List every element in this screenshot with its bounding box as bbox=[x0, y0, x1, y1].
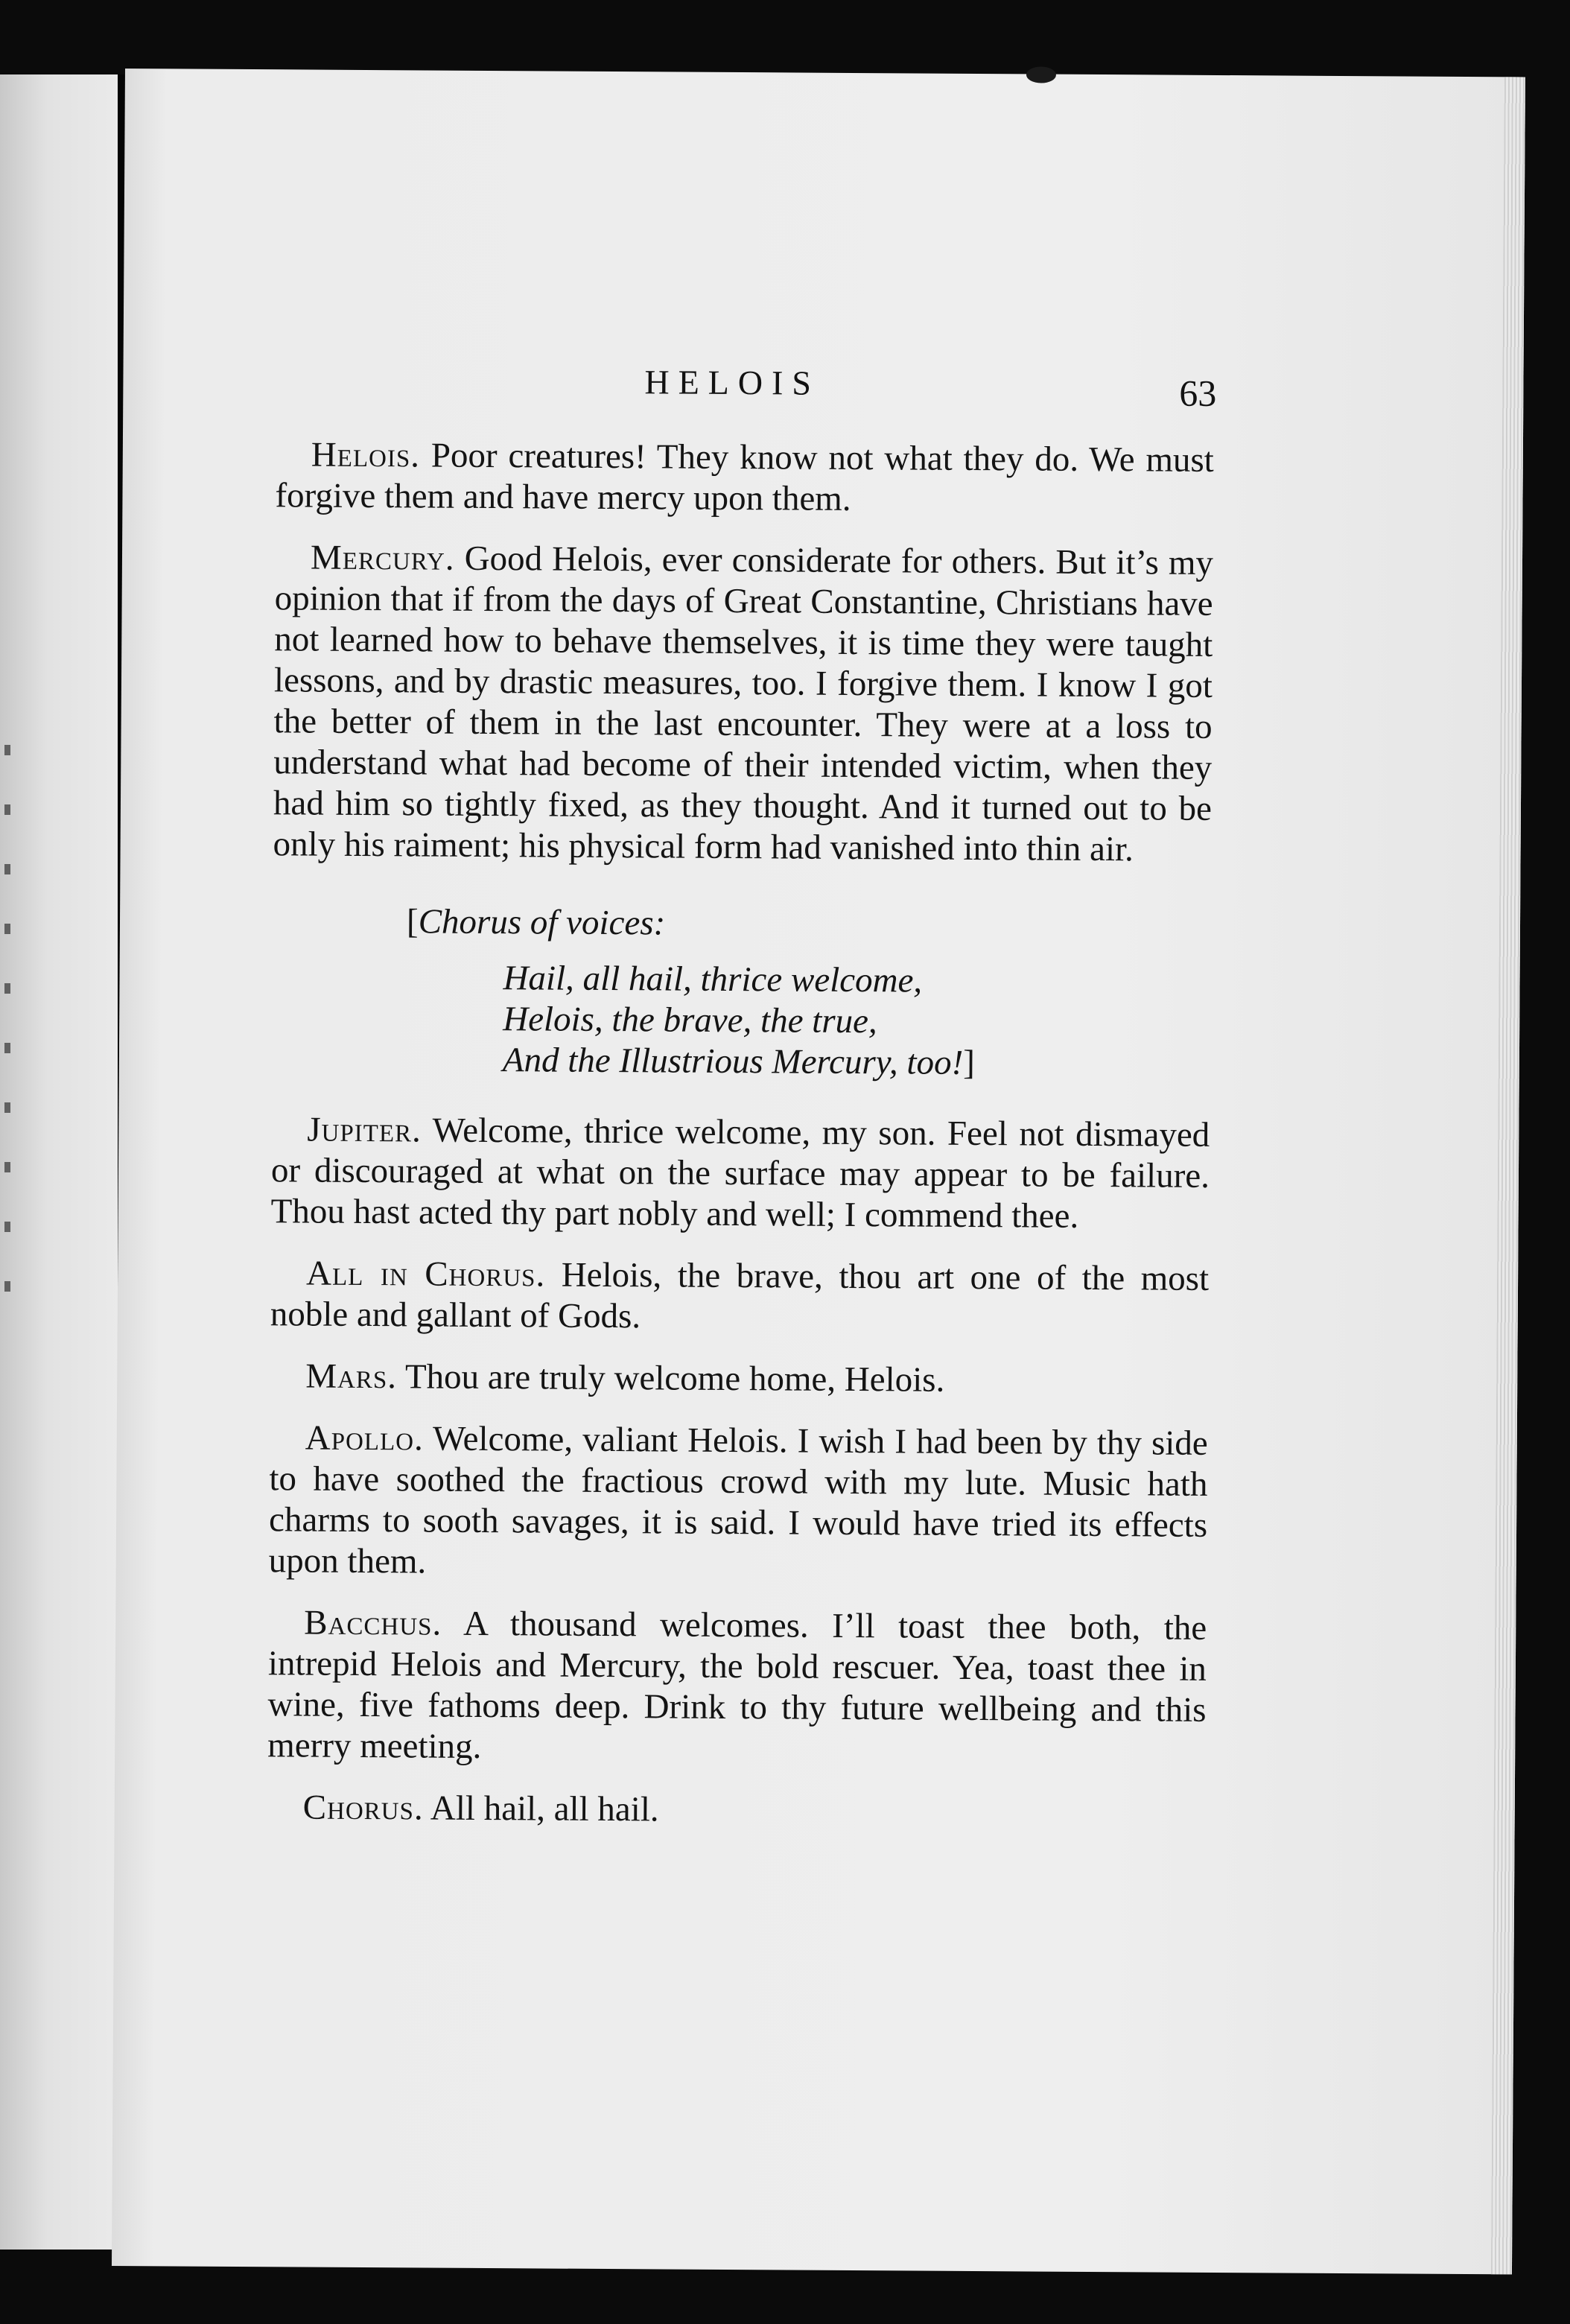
speech-all-in-chorus bbox=[270, 1253, 1210, 1341]
speaker-name: Bacchus. bbox=[304, 1603, 442, 1643]
speaker-name: Mercury. bbox=[310, 538, 455, 578]
book-page bbox=[112, 69, 1525, 2274]
speaker-name: Jupiter. bbox=[307, 1110, 422, 1150]
speech-text: Helois, the brave, thou art one of the most noble and gallant of Gods. bbox=[270, 1255, 1210, 1336]
speech-text: A thousand welcomes. I’ll toast thee both, the intrepid Helois and Mercury, the bold rescuer. Yea, toast thee in wine, five fathoms deep. Drink to thy future wellbeing and this merry meeting. bbox=[267, 1604, 1207, 1766]
speech-apollo bbox=[269, 1417, 1208, 1587]
speaker-name: Chorus. bbox=[302, 1788, 424, 1828]
speech-text: All hail, all hail. bbox=[430, 1788, 659, 1829]
facing-page-text-bleed bbox=[4, 745, 10, 1311]
chorus-verse bbox=[272, 956, 1211, 1085]
close-bracket: ] bbox=[963, 1043, 976, 1082]
stage-direction-intro bbox=[273, 901, 1211, 947]
speech-bacchus bbox=[267, 1602, 1207, 1772]
page-number: 63 bbox=[1179, 372, 1217, 414]
speech-mars bbox=[270, 1356, 1208, 1403]
speech-mercury bbox=[273, 537, 1213, 871]
verse-line-last bbox=[503, 1040, 1210, 1085]
stage-direction-chorus bbox=[272, 901, 1211, 1085]
verse-line: Hail, all hail, thrice welcome, bbox=[503, 959, 923, 1000]
running-title: HELOIS bbox=[644, 363, 821, 402]
scan-blemish bbox=[1026, 66, 1056, 83]
verse-line-text: And the Illustrious Mercury, too! bbox=[502, 1041, 964, 1082]
speaker-name: Helois. bbox=[311, 435, 421, 475]
facing-page-edge bbox=[0, 74, 119, 2250]
speech-jupiter bbox=[270, 1109, 1210, 1238]
speech-text: Good Helois, ever considerate for others. But it’s my opinion that if from the days of Great Constantine, Christians have not learned how to behave themselves, it is time they were taught lessons, and by drastic measures, too. I forgive them. I know I got the better of them in the last encounter. They were at a loss to understand what had become of their intended victim, when they had him so tightly fixed, as they thought. And it turned out to be only his raiment; his physical form had vanished into thin air. bbox=[273, 539, 1214, 869]
speech-text: Thou are truly welcome home, Helois. bbox=[404, 1357, 945, 1400]
running-head bbox=[123, 359, 1523, 427]
speech-chorus bbox=[267, 1787, 1206, 1834]
speaker-name: Mars. bbox=[305, 1356, 398, 1397]
speech-helois bbox=[275, 434, 1214, 522]
chorus-intro-text: Chorus of voices: bbox=[418, 902, 666, 943]
speaker-name: All in Chorus. bbox=[305, 1254, 546, 1295]
text-block bbox=[267, 434, 1214, 1855]
verse-line: Helois, the brave, the true, bbox=[503, 1000, 877, 1041]
open-bracket: [ bbox=[406, 902, 419, 942]
speech-text: Welcome, valiant Helois. I wish I had been by thy side to have soothed the fractious crowd with my lute. Music hath charms to sooth savages, it is said. I would have tried its effects upon them. bbox=[268, 1419, 1208, 1581]
speech-text: Poor creatures! They know not what they do. We must forgive them and have mercy upon them. bbox=[275, 436, 1214, 518]
speaker-name: Apollo. bbox=[305, 1418, 424, 1458]
speech-text: Welcome, thrice welcome, my son. Feel not dismayed or discouraged at what on the surface may appear to be failure. Thou hast acted thy part nobly and well; I commend thee. bbox=[270, 1111, 1210, 1236]
